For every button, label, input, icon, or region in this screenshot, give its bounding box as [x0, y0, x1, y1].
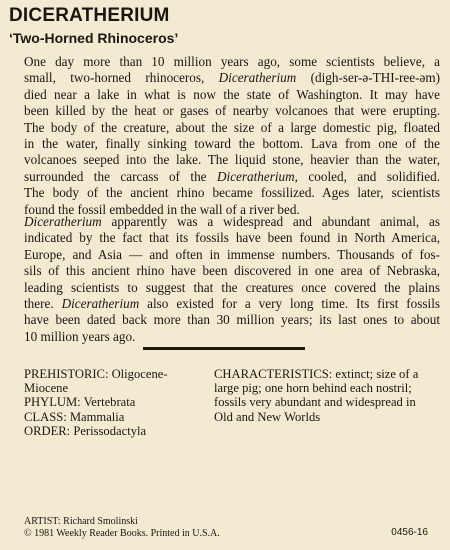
- paragraph-1: [24, 54, 440, 218]
- card-code: 0456-16: [391, 527, 428, 538]
- card-subtitle: ‘Two-Horned Rhinoceros’: [9, 30, 179, 46]
- genus-name: Diceratherium: [24, 214, 102, 229]
- text-line: indicated by the fact that its fossils have been found in North America,: [24, 230, 440, 246]
- text-line: surrounded the carcass of the Diceratherium, cooled, and solidified.: [24, 168, 440, 184]
- text-line: Europe, and Asia — and often in immense numbers. Thousands of fos-: [24, 246, 440, 262]
- fact-line: PHYLUM: Vertebrata: [24, 395, 136, 410]
- fact-line: fossils very abundant and widespread in: [214, 395, 416, 410]
- facts-left-column: [24, 367, 210, 438]
- text-line: have been dated back more than 30 million years; its last ones to about: [24, 312, 440, 328]
- paragraph-2: [24, 214, 440, 345]
- text-line: been killed by the heat or gases of nearby volcanoes that were erupting.: [24, 103, 440, 119]
- genus-name: Diceratherium: [218, 70, 297, 86]
- text-line: Diceratherium apparently was a widespread and abundant animal, as: [24, 214, 440, 229]
- facts-right-column: [214, 367, 440, 424]
- fact-line: PREHISTORIC: Oligocene-: [24, 367, 168, 381]
- text-line: in the water, finally sinking toward the bottom. Lava from one of the: [24, 135, 440, 151]
- card-title: DICERATHERIUM: [9, 5, 170, 26]
- text-line: volcanoes seeped into the lake. The liquid stone, heavier than the water,: [24, 152, 440, 168]
- text-line: there. Diceratherium also existed for a very long time. Its first fossils: [24, 295, 440, 311]
- section-divider: [143, 347, 305, 350]
- genus-name: Diceratherium: [61, 295, 140, 311]
- copyright-notice: © 1981 Weekly Reader Books. Printed in U.S.A.: [24, 527, 220, 539]
- text-line: found the fossil embedded in the wall of a river bed.: [24, 201, 300, 217]
- text-line: One day more than 10 million years ago, some scientists believe, a: [24, 54, 440, 69]
- text-line: The body of the creature, about the size of a large domestic pig, floated: [24, 119, 440, 135]
- text-line: 10 million years ago.: [24, 328, 136, 344]
- artist-credit: ARTIST: Richard Smolinski: [24, 516, 138, 527]
- text-line: small, two-horned rhinoceros, Diceratherium (digh-ser-ə-THI-ree-əm): [24, 70, 440, 86]
- text-line: leading scientists to suggest that the creatures once covered the plains: [24, 279, 440, 295]
- fact-line: large pig; one horn behind each nostril;: [214, 381, 412, 396]
- footer-credits: [24, 516, 220, 539]
- fact-line: CLASS: Mammalia: [24, 409, 125, 424]
- fact-line: Miocene: [24, 381, 69, 396]
- fact-line: CHARACTERISTICS: extinct; size of a: [214, 367, 419, 381]
- genus-name: Diceratherium,: [217, 168, 298, 184]
- text-line: sils of this ancient rhino have been discovered in one area of Nebraska,: [24, 263, 440, 279]
- fact-line: Old and New Worlds: [214, 409, 321, 424]
- text-line: died near a lake in what is now the state of Washington. It may have: [24, 86, 440, 102]
- text-line: The body of the ancient rhino became fossilized. Ages later, scientists: [24, 185, 440, 201]
- fact-line: ORDER: Perissodactyla: [24, 423, 147, 438]
